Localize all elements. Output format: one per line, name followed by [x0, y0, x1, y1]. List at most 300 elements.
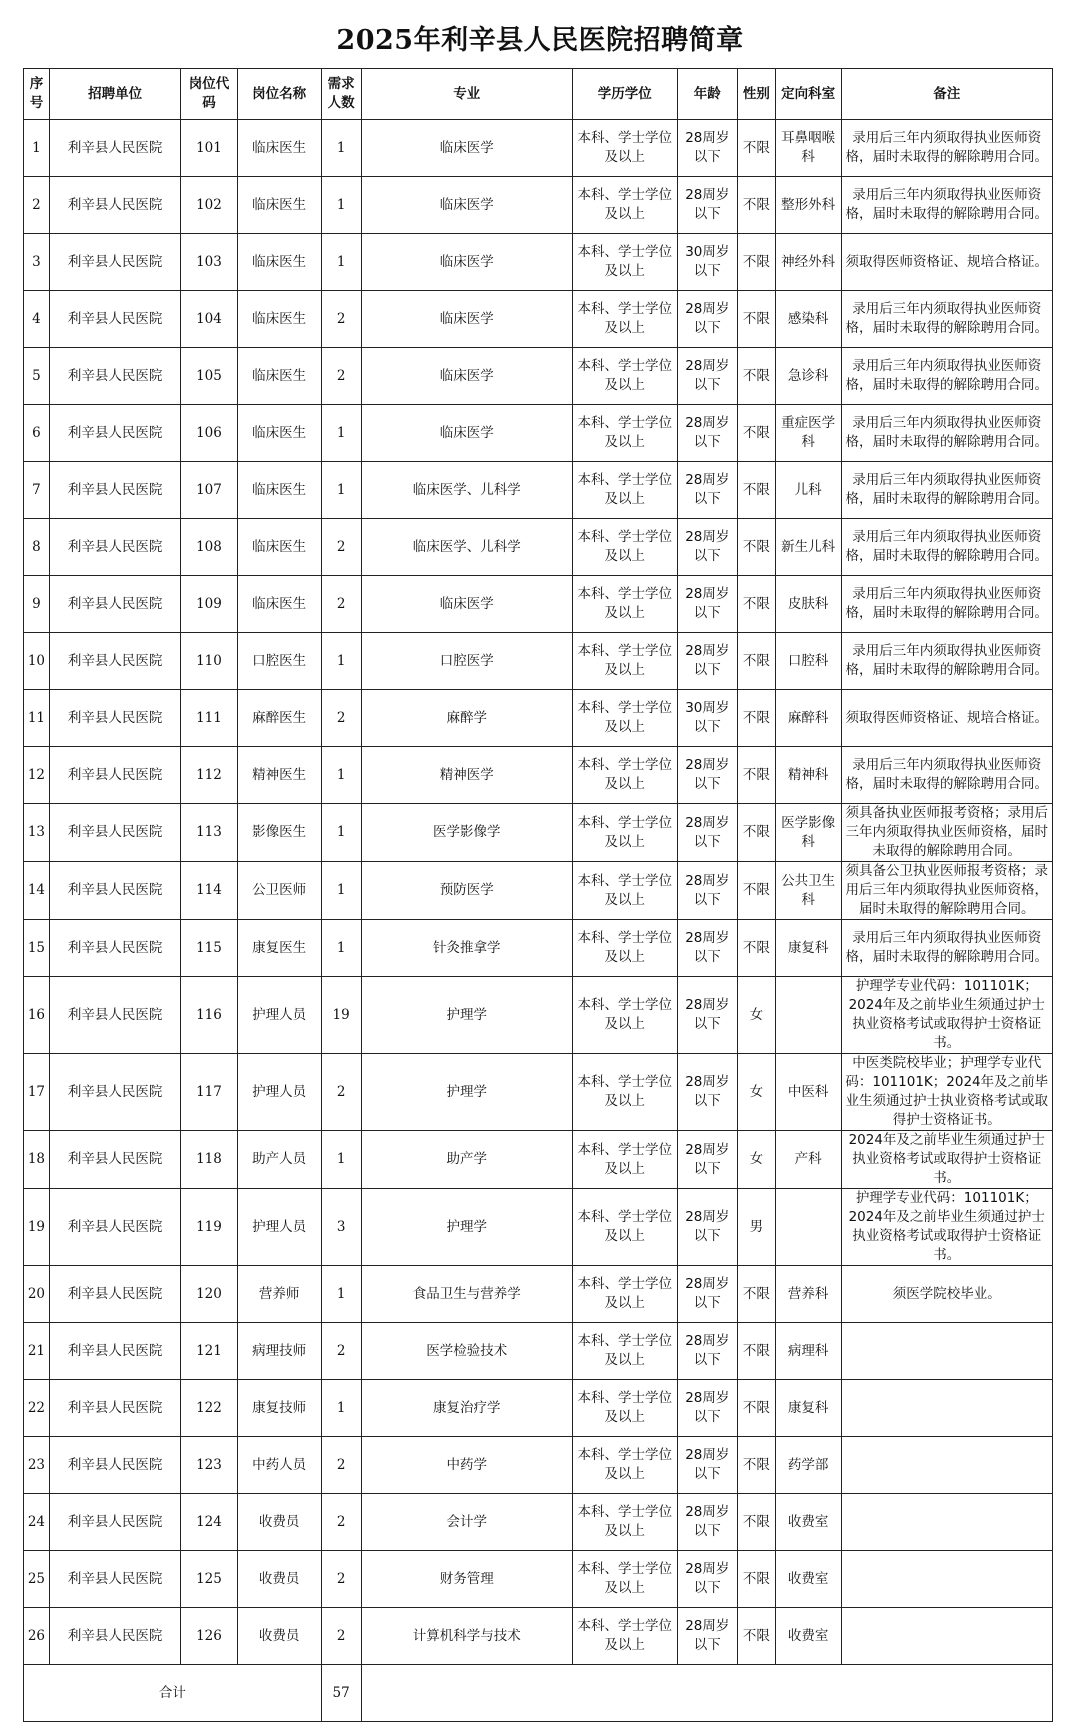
row-number: 9: [24, 576, 50, 633]
row-sex: 不限: [737, 690, 775, 747]
row-post-code: 125: [181, 1551, 237, 1608]
row-note: [841, 1551, 1052, 1608]
row-sex: 不限: [737, 1437, 775, 1494]
row-note: [841, 1608, 1052, 1665]
row-age: 28周岁以下: [677, 177, 737, 234]
row-major: 护理学: [361, 1189, 572, 1266]
row-post-name: 中药人员: [237, 1437, 321, 1494]
header-age: 年龄: [677, 69, 737, 120]
row-department: 急诊科: [775, 348, 841, 405]
row-post-name: 收费员: [237, 1494, 321, 1551]
table-row: [24, 920, 1053, 977]
row-major: 预防医学: [361, 862, 572, 920]
row-count: 3: [321, 1189, 361, 1266]
row-note: 录用后三年内须取得执业医师资格，届时未取得的解除聘用合同。: [841, 633, 1052, 690]
row-sex: 不限: [737, 747, 775, 804]
row-post-name: 临床医生: [237, 291, 321, 348]
row-education: 本科、学士学位及以上: [572, 1266, 677, 1323]
row-number: 10: [24, 633, 50, 690]
row-sex: 不限: [737, 576, 775, 633]
row-major: 食品卫生与营养学: [361, 1266, 572, 1323]
row-unit: 利辛县人民医院: [49, 1054, 181, 1131]
row-count: 1: [321, 120, 361, 177]
row-unit: 利辛县人民医院: [49, 462, 181, 519]
row-post-name: 病理技师: [237, 1323, 321, 1380]
row-note: 2024年及之前毕业生须通过护士执业资格考试或取得护士资格证书。: [841, 1131, 1052, 1189]
row-unit: 利辛县人民医院: [49, 862, 181, 920]
row-education: 本科、学士学位及以上: [572, 462, 677, 519]
row-age: 28周岁以下: [677, 1323, 737, 1380]
row-department: 皮肤科: [775, 576, 841, 633]
row-age: 28周岁以下: [677, 633, 737, 690]
row-number: 17: [24, 1054, 50, 1131]
row-post-name: 公卫医师: [237, 862, 321, 920]
row-note: [841, 1494, 1052, 1551]
row-unit: 利辛县人民医院: [49, 177, 181, 234]
row-post-code: 106: [181, 405, 237, 462]
row-education: 本科、学士学位及以上: [572, 1380, 677, 1437]
row-major: 临床医学: [361, 120, 572, 177]
table-row: [24, 519, 1053, 576]
row-unit: 利辛县人民医院: [49, 747, 181, 804]
row-post-name: 麻醉医生: [237, 690, 321, 747]
row-sex: 不限: [737, 1266, 775, 1323]
row-education: 本科、学士学位及以上: [572, 576, 677, 633]
table-row: [24, 977, 1053, 1054]
row-number: 5: [24, 348, 50, 405]
row-education: 本科、学士学位及以上: [572, 405, 677, 462]
row-education: 本科、学士学位及以上: [572, 804, 677, 862]
header-post: 岗位名称: [237, 69, 321, 120]
row-count: 2: [321, 1323, 361, 1380]
row-count: 1: [321, 1380, 361, 1437]
row-department: 医学影像科: [775, 804, 841, 862]
row-number: 24: [24, 1494, 50, 1551]
row-sex: 不限: [737, 804, 775, 862]
row-major: 临床医学、儿科学: [361, 519, 572, 576]
row-age: 28周岁以下: [677, 1054, 737, 1131]
row-sex: 不限: [737, 120, 775, 177]
row-education: 本科、学士学位及以上: [572, 519, 677, 576]
row-sex: 女: [737, 1054, 775, 1131]
table-row: [24, 804, 1053, 862]
row-number: 8: [24, 519, 50, 576]
row-count: 2: [321, 519, 361, 576]
table-row: [24, 1131, 1053, 1189]
row-department: 整形外科: [775, 177, 841, 234]
row-education: 本科、学士学位及以上: [572, 747, 677, 804]
row-education: 本科、学士学位及以上: [572, 1608, 677, 1665]
row-post-name: 临床医生: [237, 519, 321, 576]
row-post-name: 临床医生: [237, 576, 321, 633]
row-unit: 利辛县人民医院: [49, 1551, 181, 1608]
row-department: 麻醉科: [775, 690, 841, 747]
row-age: 28周岁以下: [677, 519, 737, 576]
row-unit: 利辛县人民医院: [49, 348, 181, 405]
total-empty: [361, 1665, 1052, 1722]
row-count: 1: [321, 1131, 361, 1189]
row-education: 本科、学士学位及以上: [572, 1494, 677, 1551]
row-note: 须具备执业医师报考资格；录用后三年内须取得执业医师资格，届时未取得的解除聘用合同。: [841, 804, 1052, 862]
row-number: 19: [24, 1189, 50, 1266]
row-department: 收费室: [775, 1608, 841, 1665]
row-post-name: 营养师: [237, 1266, 321, 1323]
row-major: 精神医学: [361, 747, 572, 804]
table-row: [24, 1266, 1053, 1323]
row-count: 1: [321, 862, 361, 920]
recruitment-table: [23, 68, 1053, 1722]
row-sex: 不限: [737, 1380, 775, 1437]
row-department: 公共卫生科: [775, 862, 841, 920]
row-major: 护理学: [361, 1054, 572, 1131]
row-number: 26: [24, 1608, 50, 1665]
header-department: 定向科室: [775, 69, 841, 120]
row-major: 中药学: [361, 1437, 572, 1494]
row-major: 针灸推拿学: [361, 920, 572, 977]
row-unit: 利辛县人民医院: [49, 120, 181, 177]
row-count: 2: [321, 690, 361, 747]
row-post-code: 114: [181, 862, 237, 920]
row-sex: 不限: [737, 862, 775, 920]
row-unit: 利辛县人民医院: [49, 1131, 181, 1189]
row-major: 临床医学: [361, 234, 572, 291]
row-sex: 不限: [737, 1608, 775, 1665]
row-department: 收费室: [775, 1494, 841, 1551]
row-major: 临床医学: [361, 576, 572, 633]
row-number: 16: [24, 977, 50, 1054]
row-age: 28周岁以下: [677, 576, 737, 633]
row-number: 11: [24, 690, 50, 747]
table-row: [24, 462, 1053, 519]
row-note: 须医学院校毕业。: [841, 1266, 1052, 1323]
row-age: 28周岁以下: [677, 120, 737, 177]
row-note: 录用后三年内须取得执业医师资格，届时未取得的解除聘用合同。: [841, 177, 1052, 234]
row-department: [775, 977, 841, 1054]
row-number: 7: [24, 462, 50, 519]
row-age: 28周岁以下: [677, 1189, 737, 1266]
table-row: [24, 1380, 1053, 1437]
row-post-name: 康复医生: [237, 920, 321, 977]
row-unit: 利辛县人民医院: [49, 1608, 181, 1665]
row-unit: 利辛县人民医院: [49, 1494, 181, 1551]
table-row: [24, 177, 1053, 234]
row-post-name: 临床医生: [237, 348, 321, 405]
row-department: 营养科: [775, 1266, 841, 1323]
row-post-code: 124: [181, 1494, 237, 1551]
row-note: [841, 1380, 1052, 1437]
table-row: [24, 1551, 1053, 1608]
row-department: 口腔科: [775, 633, 841, 690]
row-department: 新生儿科: [775, 519, 841, 576]
table-row: [24, 291, 1053, 348]
row-post-code: 104: [181, 291, 237, 348]
row-note: 须取得医师资格证、规培合格证。: [841, 234, 1052, 291]
row-education: 本科、学士学位及以上: [572, 1131, 677, 1189]
row-post-name: 临床医生: [237, 234, 321, 291]
row-unit: 利辛县人民医院: [49, 633, 181, 690]
row-unit: 利辛县人民医院: [49, 1266, 181, 1323]
row-education: 本科、学士学位及以上: [572, 977, 677, 1054]
row-education: 本科、学士学位及以上: [572, 633, 677, 690]
row-post-code: 101: [181, 120, 237, 177]
table-row: [24, 120, 1053, 177]
row-age: 30周岁以下: [677, 690, 737, 747]
row-number: 15: [24, 920, 50, 977]
row-age: 28周岁以下: [677, 977, 737, 1054]
row-number: 4: [24, 291, 50, 348]
row-age: 28周岁以下: [677, 1437, 737, 1494]
row-department: [775, 1189, 841, 1266]
row-post-name: 口腔医生: [237, 633, 321, 690]
row-post-name: 精神医生: [237, 747, 321, 804]
row-sex: 不限: [737, 462, 775, 519]
row-department: 康复科: [775, 920, 841, 977]
row-major: 医学检验技术: [361, 1323, 572, 1380]
row-count: 1: [321, 405, 361, 462]
row-department: 产科: [775, 1131, 841, 1189]
row-post-code: 115: [181, 920, 237, 977]
row-age: 28周岁以下: [677, 462, 737, 519]
row-sex: 女: [737, 1131, 775, 1189]
row-note: 录用后三年内须取得执业医师资格，届时未取得的解除聘用合同。: [841, 405, 1052, 462]
row-major: 计算机科学与技术: [361, 1608, 572, 1665]
row-education: 本科、学士学位及以上: [572, 348, 677, 405]
row-major: 护理学: [361, 977, 572, 1054]
row-unit: 利辛县人民医院: [49, 804, 181, 862]
row-note: 录用后三年内须取得执业医师资格，届时未取得的解除聘用合同。: [841, 519, 1052, 576]
row-major: 临床医学、儿科学: [361, 462, 572, 519]
row-sex: 不限: [737, 405, 775, 462]
row-post-code: 116: [181, 977, 237, 1054]
row-post-name: 助产人员: [237, 1131, 321, 1189]
header-unit: 招聘单位: [49, 69, 181, 120]
row-note: 须取得医师资格证、规培合格证。: [841, 690, 1052, 747]
row-education: 本科、学士学位及以上: [572, 1189, 677, 1266]
row-post-code: 123: [181, 1437, 237, 1494]
row-post-code: 110: [181, 633, 237, 690]
row-major: 临床医学: [361, 177, 572, 234]
row-sex: 不限: [737, 348, 775, 405]
row-major: 麻醉学: [361, 690, 572, 747]
row-age: 28周岁以下: [677, 1266, 737, 1323]
row-major: 临床医学: [361, 291, 572, 348]
header-code: 岗位代码: [181, 69, 237, 120]
table-row: [24, 1437, 1053, 1494]
row-age: 28周岁以下: [677, 920, 737, 977]
row-count: 2: [321, 1551, 361, 1608]
row-count: 1: [321, 747, 361, 804]
row-department: 重症医学科: [775, 405, 841, 462]
row-post-name: 影像医生: [237, 804, 321, 862]
row-unit: 利辛县人民医院: [49, 977, 181, 1054]
row-number: 22: [24, 1380, 50, 1437]
row-post-name: 护理人员: [237, 977, 321, 1054]
row-note: 护理学专业代码：101101K；2024年及之前毕业生须通过护士执业资格考试或取得护士资格证书。: [841, 977, 1052, 1054]
total-count: 57: [321, 1665, 361, 1722]
row-count: 2: [321, 1494, 361, 1551]
row-post-code: 102: [181, 177, 237, 234]
row-age: 28周岁以下: [677, 1551, 737, 1608]
row-major: 财务管理: [361, 1551, 572, 1608]
row-education: 本科、学士学位及以上: [572, 920, 677, 977]
row-post-code: 108: [181, 519, 237, 576]
row-post-name: 临床医生: [237, 405, 321, 462]
row-count: 1: [321, 920, 361, 977]
row-unit: 利辛县人民医院: [49, 519, 181, 576]
row-number: 3: [24, 234, 50, 291]
row-number: 23: [24, 1437, 50, 1494]
row-count: 2: [321, 1608, 361, 1665]
row-note: 录用后三年内须取得执业医师资格，届时未取得的解除聘用合同。: [841, 462, 1052, 519]
row-department: 康复科: [775, 1380, 841, 1437]
row-note: 录用后三年内须取得执业医师资格，届时未取得的解除聘用合同。: [841, 747, 1052, 804]
table-row: [24, 348, 1053, 405]
row-major: 口腔医学: [361, 633, 572, 690]
row-sex: 不限: [737, 177, 775, 234]
header-count: 需求人数: [321, 69, 361, 120]
row-count: 2: [321, 1054, 361, 1131]
row-education: 本科、学士学位及以上: [572, 177, 677, 234]
row-post-name: 护理人员: [237, 1189, 321, 1266]
row-count: 2: [321, 291, 361, 348]
row-age: 28周岁以下: [677, 1494, 737, 1551]
row-department: 感染科: [775, 291, 841, 348]
table-row: [24, 690, 1053, 747]
row-post-name: 临床医生: [237, 120, 321, 177]
row-age: 28周岁以下: [677, 804, 737, 862]
row-count: 1: [321, 177, 361, 234]
table-row: [24, 1054, 1053, 1131]
row-post-code: 113: [181, 804, 237, 862]
row-post-code: 117: [181, 1054, 237, 1131]
row-education: 本科、学士学位及以上: [572, 291, 677, 348]
row-number: 12: [24, 747, 50, 804]
row-unit: 利辛县人民医院: [49, 920, 181, 977]
row-number: 6: [24, 405, 50, 462]
row-age: 28周岁以下: [677, 747, 737, 804]
header-major: 专业: [361, 69, 572, 120]
row-unit: 利辛县人民医院: [49, 1189, 181, 1266]
table-row: [24, 747, 1053, 804]
row-sex: 不限: [737, 1323, 775, 1380]
row-post-code: 112: [181, 747, 237, 804]
row-education: 本科、学士学位及以上: [572, 690, 677, 747]
row-unit: 利辛县人民医院: [49, 1437, 181, 1494]
row-post-code: 122: [181, 1380, 237, 1437]
row-number: 1: [24, 120, 50, 177]
row-age: 28周岁以下: [677, 1380, 737, 1437]
table-row: [24, 1494, 1053, 1551]
row-post-name: 康复技师: [237, 1380, 321, 1437]
row-unit: 利辛县人民医院: [49, 405, 181, 462]
row-unit: 利辛县人民医院: [49, 291, 181, 348]
row-sex: 不限: [737, 291, 775, 348]
row-count: 1: [321, 633, 361, 690]
row-unit: 利辛县人民医院: [49, 576, 181, 633]
row-number: 21: [24, 1323, 50, 1380]
row-major: 医学影像学: [361, 804, 572, 862]
row-department: 病理科: [775, 1323, 841, 1380]
table-row: [24, 1608, 1053, 1665]
row-sex: 不限: [737, 1494, 775, 1551]
total-label: 合计: [24, 1665, 322, 1722]
row-note: 录用后三年内须取得执业医师资格，届时未取得的解除聘用合同。: [841, 920, 1052, 977]
row-sex: 不限: [737, 633, 775, 690]
table-row: [24, 234, 1053, 291]
row-post-code: 109: [181, 576, 237, 633]
row-major: 助产学: [361, 1131, 572, 1189]
row-education: 本科、学士学位及以上: [572, 1323, 677, 1380]
row-department: 神经外科: [775, 234, 841, 291]
row-number: 20: [24, 1266, 50, 1323]
row-age: 28周岁以下: [677, 862, 737, 920]
row-post-code: 111: [181, 690, 237, 747]
row-major: 康复治疗学: [361, 1380, 572, 1437]
row-major: 会计学: [361, 1494, 572, 1551]
row-sex: 男: [737, 1189, 775, 1266]
row-note: 须具备公卫执业医师报考资格；录用后三年内须取得执业医师资格，届时未取得的解除聘用合同。: [841, 862, 1052, 920]
row-post-code: 103: [181, 234, 237, 291]
row-post-name: 临床医生: [237, 177, 321, 234]
row-count: 1: [321, 1266, 361, 1323]
row-note: 护理学专业代码：101101K；2024年及之前毕业生须通过护士执业资格考试或取得护士资格证书。: [841, 1189, 1052, 1266]
header-no: 序号: [24, 69, 50, 120]
row-post-name: 收费员: [237, 1551, 321, 1608]
row-education: 本科、学士学位及以上: [572, 120, 677, 177]
row-education: 本科、学士学位及以上: [572, 234, 677, 291]
row-note: 录用后三年内须取得执业医师资格，届时未取得的解除聘用合同。: [841, 576, 1052, 633]
row-note: 录用后三年内须取得执业医师资格，届时未取得的解除聘用合同。: [841, 291, 1052, 348]
table-row: [24, 633, 1053, 690]
row-number: 2: [24, 177, 50, 234]
row-count: 2: [321, 1437, 361, 1494]
row-count: 19: [321, 977, 361, 1054]
row-post-code: 105: [181, 348, 237, 405]
row-education: 本科、学士学位及以上: [572, 862, 677, 920]
page-title: 2025年利辛县人民医院招聘简章: [336, 25, 744, 56]
table-body: [24, 120, 1053, 1665]
row-post-name: 护理人员: [237, 1054, 321, 1131]
row-age: 28周岁以下: [677, 1131, 737, 1189]
row-education: 本科、学士学位及以上: [572, 1437, 677, 1494]
row-number: 13: [24, 804, 50, 862]
row-sex: 不限: [737, 920, 775, 977]
row-count: 2: [321, 348, 361, 405]
row-post-code: 118: [181, 1131, 237, 1189]
row-department: 药学部: [775, 1437, 841, 1494]
row-age: 28周岁以下: [677, 291, 737, 348]
row-post-code: 107: [181, 462, 237, 519]
row-unit: 利辛县人民医院: [49, 234, 181, 291]
row-post-code: 120: [181, 1266, 237, 1323]
row-note: 录用后三年内须取得执业医师资格，届时未取得的解除聘用合同。: [841, 348, 1052, 405]
row-post-name: 收费员: [237, 1608, 321, 1665]
table-row: [24, 1189, 1053, 1266]
total-row: [24, 1665, 1053, 1722]
row-sex: 女: [737, 977, 775, 1054]
row-department: 耳鼻咽喉科: [775, 120, 841, 177]
row-major: 临床医学: [361, 348, 572, 405]
row-count: 1: [321, 234, 361, 291]
table-row: [24, 862, 1053, 920]
row-sex: 不限: [737, 234, 775, 291]
row-age: 28周岁以下: [677, 1608, 737, 1665]
row-note: 中医类院校毕业；护理学专业代码：101101K；2024年及之前毕业生须通过护士执业资格考试或取得护士资格证书。: [841, 1054, 1052, 1131]
row-department: 精神科: [775, 747, 841, 804]
row-unit: 利辛县人民医院: [49, 1323, 181, 1380]
row-education: 本科、学士学位及以上: [572, 1054, 677, 1131]
row-sex: 不限: [737, 1551, 775, 1608]
